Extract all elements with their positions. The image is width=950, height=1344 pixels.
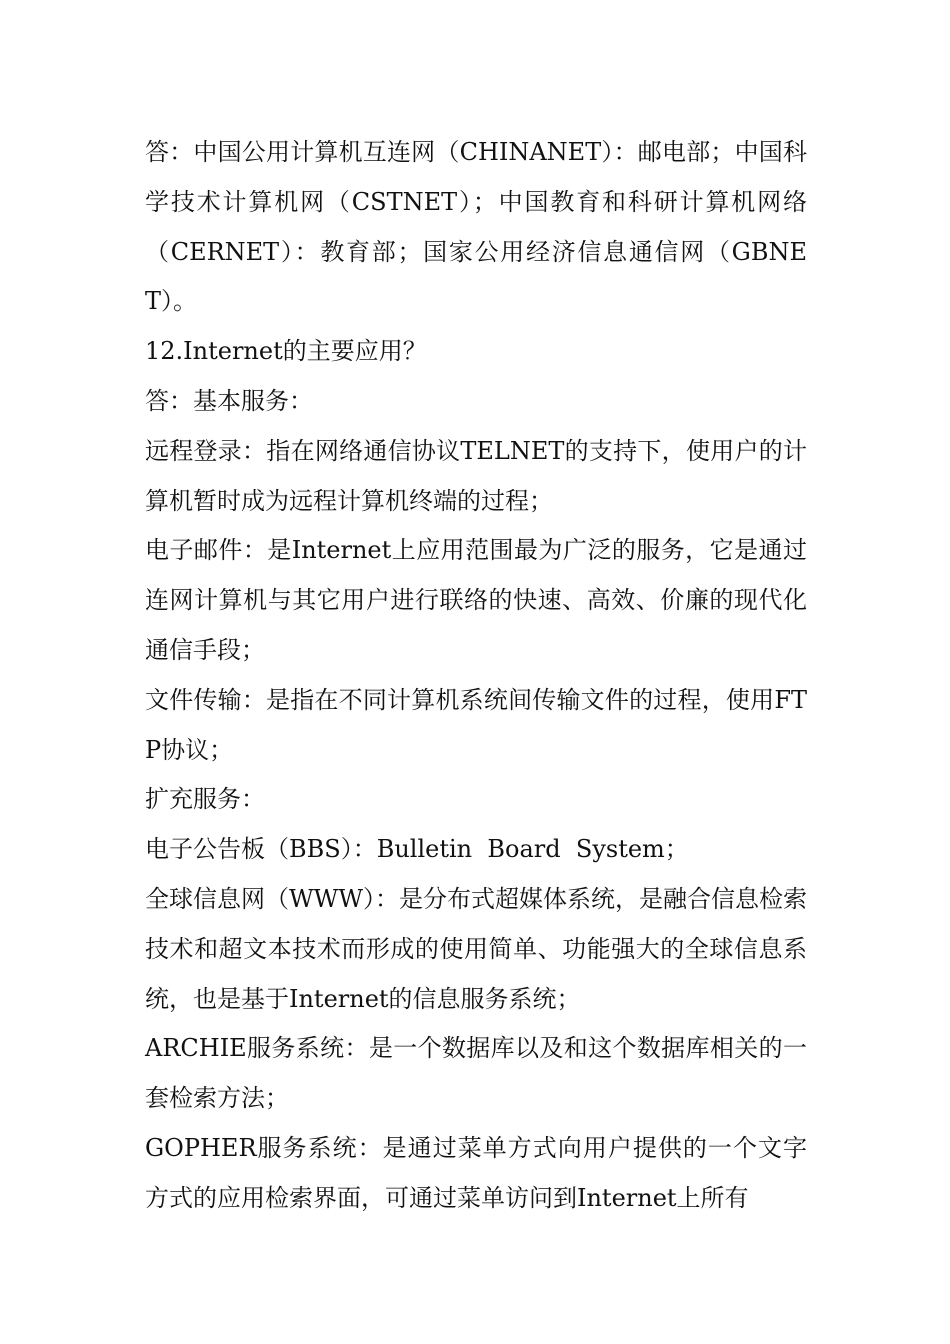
paragraph-gopher: GOPHER服务系统：是通过菜单方式向用户提供的一个文字方式的应用检索界面，可通过菜单访问到Internet上所有 (145, 1133, 807, 1212)
paragraph-answer-networks: 答：中国公用计算机互连网（CHINANET）：邮电部；中国科学技术计算机网（CSTNET）；中国教育和科研计算机网络（CERNET）：教育部；国家公用经济信息通信网（GBNET）。 (145, 138, 807, 316)
paragraph-question-12: 12.Internet的主要应用？ (145, 337, 427, 366)
paragraph-email: 电子邮件：是Internet上应用范围最为广泛的服务，它是通过连网计算机与其它用户进行联络的快速、高效、价廉的现代化通信手段； (145, 536, 807, 664)
paragraph-www: 全球信息网（WWW）：是分布式超媒体系统，是融合信息检索技术和超文本技术而形成的使用简单、功能强大的全球信息系统，也是基于Internet的信息服务系统； (145, 884, 808, 1013)
paragraph-archie: ARCHIE服务系统：是一个数据库以及和这个数据库相关的一套检索方法； (145, 1034, 807, 1113)
paragraph-file-transfer: 文件传输：是指在不同计算机系统间传输文件的过程，使用FTP协议； (145, 685, 807, 764)
paragraph-remote-login: 远程登录：指在网络通信协议TELNET的支持下，使用户的计算机暂时成为远程计算机终端的过程； (145, 436, 807, 515)
paragraph-extended-services-heading: 扩充服务： (145, 785, 265, 814)
paragraph-bbs: 电子公告板（BBS）：Bulletin Board System； (145, 835, 689, 864)
document-body (145, 128, 807, 1224)
paragraph-basic-services-heading: 答：基本服务： (145, 386, 313, 415)
